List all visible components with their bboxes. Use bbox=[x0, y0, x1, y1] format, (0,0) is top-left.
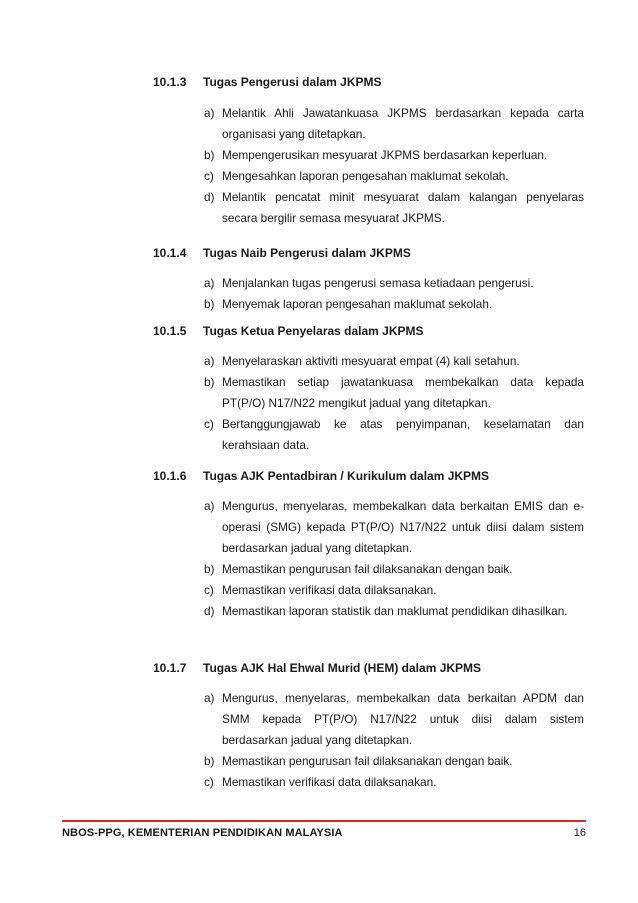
list-item bbox=[204, 772, 584, 793]
list-item bbox=[204, 372, 584, 414]
item-text: Menyemak laporan pengesahan maklumat sekolah. bbox=[222, 297, 493, 311]
list-item bbox=[204, 580, 584, 601]
footer-organisation: NBOS-PPG, KEMENTERIAN PENDIDIKAN MALAYSIA bbox=[62, 827, 343, 839]
section-title: Tugas AJK Pentadbiran / Kurikulum dalam JKPMS bbox=[203, 469, 490, 483]
item-text: Memastikan pengurusan fail dilaksanakan dengan baik. bbox=[222, 562, 513, 576]
section-heading-10-1-4 bbox=[153, 245, 583, 261]
section-heading-10-1-5 bbox=[153, 323, 583, 339]
list-item bbox=[204, 496, 584, 559]
item-text: Memastikan setiap jawatankuasa membekalkan data kepada PT(P/O) N17/N22 mengikut jadual yang ditetapkan. bbox=[222, 375, 584, 410]
item-marker: d) bbox=[204, 190, 215, 204]
item-marker: c) bbox=[204, 169, 214, 183]
section-title: Tugas Ketua Penyelaras dalam JKPMS bbox=[203, 324, 424, 338]
list-item bbox=[204, 273, 584, 294]
list-item bbox=[204, 166, 584, 187]
item-marker: a) bbox=[204, 499, 215, 513]
item-text: Melantik pencatat minit mesyuarat dalam kalangan penyelaras secara bergilir semasa mesyuarat JKPMS. bbox=[222, 190, 584, 225]
item-marker: b) bbox=[204, 297, 215, 311]
section-heading-10-1-3 bbox=[153, 74, 583, 90]
item-marker: b) bbox=[204, 754, 215, 768]
section-number: 10.1.5 bbox=[153, 324, 187, 338]
item-text: Menjalankan tugas pengerusi semasa ketiadaan pengerusi. bbox=[222, 276, 534, 290]
list-item bbox=[204, 559, 584, 580]
section-heading-10-1-6 bbox=[153, 468, 583, 484]
item-marker: b) bbox=[204, 375, 215, 389]
item-text: Memastikan laporan statistik dan maklumat pendidikan dihasilkan. bbox=[222, 604, 568, 618]
section-number: 10.1.4 bbox=[153, 246, 187, 260]
section-list-10-1-5 bbox=[204, 351, 584, 456]
item-text: Mengurus, menyelaras, membekalkan data berkaitan APDM dan SMM kepada PT(P/O) N17/N22 untuk diisi dalam sistem berdasarkan jadual yang ditetapkan. bbox=[222, 691, 584, 747]
item-marker: a) bbox=[204, 276, 215, 290]
item-text: Memastikan verifikasi data dilaksanakan. bbox=[222, 775, 437, 789]
section-number: 10.1.3 bbox=[153, 75, 187, 89]
list-item bbox=[204, 294, 584, 315]
section-list-10-1-7 bbox=[204, 688, 584, 793]
item-text: Mempengerusikan mesyuarat JKPMS berdasarkan keperluan. bbox=[222, 148, 548, 162]
section-heading-10-1-7 bbox=[153, 660, 583, 676]
item-marker: d) bbox=[204, 604, 215, 618]
item-marker: c) bbox=[204, 583, 214, 597]
item-text: Mengesahkan laporan pengesahan maklumat sekolah. bbox=[222, 169, 509, 183]
section-number: 10.1.7 bbox=[153, 661, 187, 675]
section-number: 10.1.6 bbox=[153, 469, 187, 483]
list-item bbox=[204, 688, 584, 751]
item-marker: a) bbox=[204, 354, 215, 368]
section-list-10-1-4 bbox=[204, 273, 584, 315]
section-title: Tugas Naib Pengerusi dalam JKPMS bbox=[203, 246, 411, 260]
item-marker: b) bbox=[204, 562, 215, 576]
item-text: Menyelaraskan aktiviti mesyuarat empat (4) kali setahun. bbox=[222, 354, 520, 368]
item-marker: c) bbox=[204, 417, 214, 431]
list-item bbox=[204, 414, 584, 456]
item-text: Memastikan verifikasi data dilaksanakan. bbox=[222, 583, 437, 597]
section-title: Tugas Pengerusi dalam JKPMS bbox=[203, 75, 382, 89]
footer-rule bbox=[62, 820, 586, 822]
item-text: Bertanggungjawab ke atas penyimpanan, keselamatan dan kerahsiaan data. bbox=[222, 417, 584, 452]
section-list-10-1-3 bbox=[204, 103, 584, 229]
section-title: Tugas AJK Hal Ehwal Murid (HEM) dalam JKPMS bbox=[203, 661, 482, 675]
list-item bbox=[204, 103, 584, 145]
item-marker: b) bbox=[204, 148, 215, 162]
item-text: Melantik Ahli Jawatankuasa JKPMS berdasarkan kepada carta organisasi yang ditetapkan. bbox=[222, 106, 584, 141]
list-item bbox=[204, 187, 584, 229]
list-item bbox=[204, 351, 584, 372]
item-marker: a) bbox=[204, 106, 215, 120]
item-marker: a) bbox=[204, 691, 215, 705]
item-marker: c) bbox=[204, 775, 214, 789]
list-item bbox=[204, 601, 584, 622]
item-text: Mengurus, menyelaras, membekalkan data berkaitan EMIS dan e-operasi (SMG) kepada PT(P/O) N17/N22 untuk diisi dalam sistem berdasarkan jadual yang ditetapkan. bbox=[222, 499, 584, 555]
list-item bbox=[204, 145, 584, 166]
list-item bbox=[204, 751, 584, 772]
page-number: 16 bbox=[573, 827, 586, 839]
section-list-10-1-6 bbox=[204, 496, 584, 622]
item-text: Memastikan pengurusan fail dilaksanakan dengan baik. bbox=[222, 754, 513, 768]
